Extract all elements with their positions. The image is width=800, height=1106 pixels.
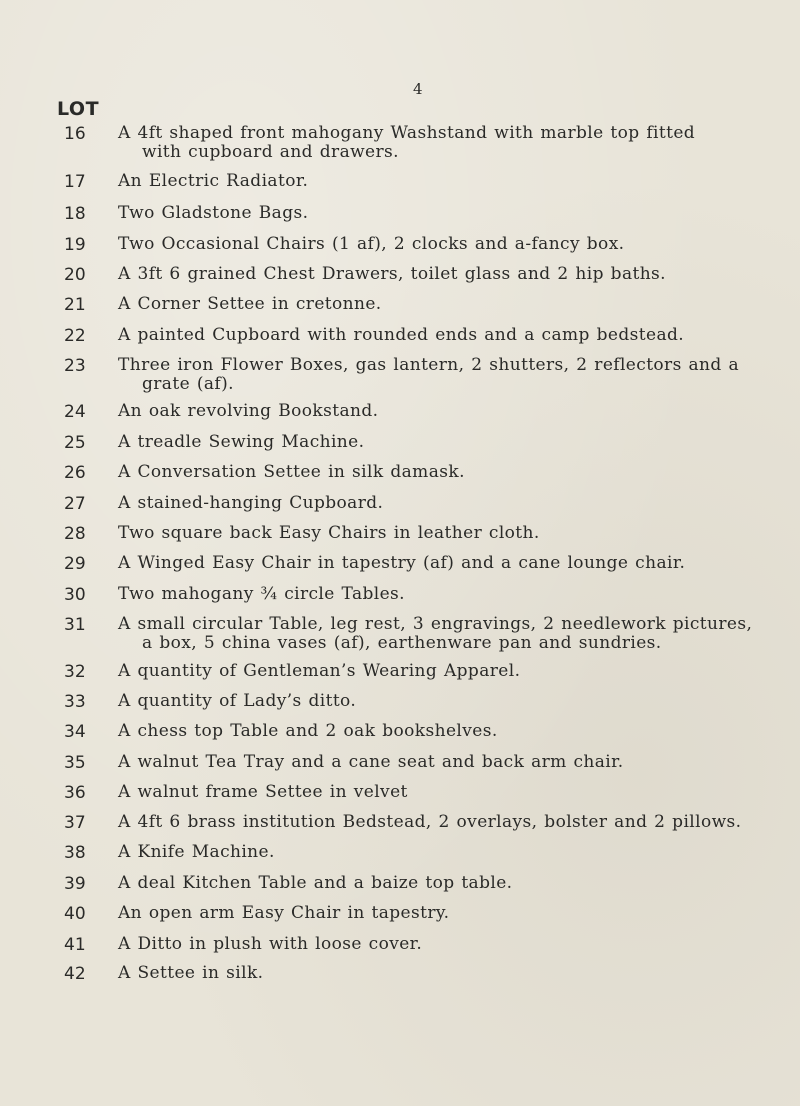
lot-description bbox=[118, 722, 778, 741]
lot-description bbox=[118, 494, 778, 513]
lot-number: 32 bbox=[64, 662, 86, 682]
lot-number: 16 bbox=[64, 124, 86, 144]
lot-description bbox=[118, 433, 778, 452]
lot-description bbox=[118, 172, 778, 191]
lot-description-text: A Ditto in plush with loose cover. bbox=[118, 934, 423, 954]
lot-description-text: An open arm Easy Chair in tapestry. bbox=[118, 903, 450, 923]
lot-description bbox=[118, 326, 778, 345]
lot-description bbox=[118, 402, 778, 421]
lot-description bbox=[118, 662, 778, 681]
lot-description-text: Two Gladstone Bags. bbox=[118, 203, 309, 223]
lot-description-text: A Settee in silk. bbox=[118, 963, 264, 983]
lot-description-continuation: with cupboard and drawers. bbox=[142, 142, 399, 162]
lot-description-text: Two mahogany ¾ circle Tables. bbox=[118, 584, 405, 604]
lot-number: 22 bbox=[64, 326, 86, 346]
lot-description bbox=[118, 295, 778, 314]
lot-number: 38 bbox=[64, 843, 86, 863]
lot-number: 19 bbox=[64, 235, 86, 255]
lot-number: 28 bbox=[64, 524, 86, 544]
lot-description-text: A 4ft 6 brass institution Bedstead, 2 overlays, bolster and 2 pillows. bbox=[118, 812, 742, 832]
lot-description bbox=[118, 463, 778, 482]
lot-description-text: A stained-hanging Cupboard. bbox=[118, 493, 384, 513]
lot-description bbox=[118, 904, 778, 923]
lot-number: 33 bbox=[64, 692, 86, 712]
lot-number: 40 bbox=[64, 904, 86, 924]
lot-number: 20 bbox=[64, 265, 86, 285]
lot-description-continuation: grate (af). bbox=[142, 374, 234, 394]
lot-number: 37 bbox=[64, 813, 86, 833]
lot-description bbox=[118, 265, 778, 284]
lot-description-continuation: a box, 5 china vases (af), earthenware pan and sundries. bbox=[142, 633, 662, 653]
page-number: 4 bbox=[413, 80, 423, 98]
lot-description-text: A quantity of Lady’s ditto. bbox=[118, 691, 357, 711]
lot-description bbox=[118, 692, 778, 711]
lot-description bbox=[118, 204, 778, 223]
lot-description bbox=[118, 813, 778, 832]
lot-number: 35 bbox=[64, 753, 86, 773]
lot-description-text: A 3ft 6 grained Chest Drawers, toilet glass and 2 hip baths. bbox=[118, 264, 666, 284]
lot-description-text: A quantity of Gentleman’s Wearing Apparel. bbox=[118, 661, 521, 681]
lot-description-text: A small circular Table, leg rest, 3 engravings, 2 needlework pictures, bbox=[118, 614, 753, 634]
lot-number: 34 bbox=[64, 722, 86, 742]
lot-description bbox=[118, 524, 778, 543]
lot-description-text: A Knife Machine. bbox=[118, 842, 275, 862]
lot-description-text: A Winged Easy Chair in tapestry (af) and a cane lounge chair. bbox=[118, 553, 686, 573]
lot-number: 21 bbox=[64, 295, 86, 315]
lot-description bbox=[118, 615, 778, 653]
lot-number: 23 bbox=[64, 356, 86, 376]
lot-number: 31 bbox=[64, 615, 86, 635]
lot-description-text: An oak revolving Bookstand. bbox=[118, 401, 379, 421]
lot-number: 42 bbox=[64, 964, 86, 984]
lot-description bbox=[118, 753, 778, 772]
lot-number: 18 bbox=[64, 204, 86, 224]
lot-number: 25 bbox=[64, 433, 86, 453]
lot-number: 29 bbox=[64, 554, 86, 574]
lot-description-text: A deal Kitchen Table and a baize top table. bbox=[118, 873, 513, 893]
lot-number: 24 bbox=[64, 402, 86, 422]
lot-description bbox=[118, 874, 778, 893]
lot-description-text: Two Occasional Chairs (1 af), 2 clocks and a-fancy box. bbox=[118, 234, 625, 254]
lot-description bbox=[118, 964, 778, 983]
lot-number: 36 bbox=[64, 783, 86, 803]
lot-description bbox=[118, 554, 778, 573]
lot-description bbox=[118, 356, 778, 394]
lot-description bbox=[118, 783, 778, 802]
lot-description-text: A walnut Tea Tray and a cane seat and back arm chair. bbox=[118, 752, 624, 772]
lot-description-text: Three iron Flower Boxes, gas lantern, 2 shutters, 2 reflectors and a bbox=[118, 355, 740, 375]
lot-number: 27 bbox=[64, 494, 86, 514]
lot-description-text: A 4ft shaped front mahogany Washstand with marble top fitted bbox=[118, 123, 696, 143]
lot-number: 26 bbox=[64, 463, 86, 483]
lot-number: 30 bbox=[64, 585, 86, 605]
lot-description-text: A painted Cupboard with rounded ends and a camp bedstead. bbox=[118, 325, 685, 345]
lot-number: 41 bbox=[64, 935, 86, 955]
lot-description-text: A chess top Table and 2 oak bookshelves. bbox=[118, 721, 498, 741]
lot-number: 17 bbox=[64, 172, 86, 192]
lot-description-text: An Electric Radiator. bbox=[118, 171, 309, 191]
lot-description-text: A walnut frame Settee in velvet bbox=[118, 782, 408, 802]
lot-description bbox=[118, 843, 778, 862]
lot-description-text: A treadle Sewing Machine. bbox=[118, 432, 365, 452]
lot-description-text: A Conversation Settee in silk damask. bbox=[118, 462, 465, 482]
lot-column-header: LOT bbox=[57, 98, 100, 120]
lot-number: 39 bbox=[64, 874, 86, 894]
lot-description bbox=[118, 124, 778, 162]
lot-description-text: Two square back Easy Chairs in leather cloth. bbox=[118, 523, 540, 543]
lot-description bbox=[118, 935, 778, 954]
lot-description bbox=[118, 585, 778, 604]
lot-description-text: A Corner Settee in cretonne. bbox=[118, 294, 382, 314]
lot-description bbox=[118, 235, 778, 254]
